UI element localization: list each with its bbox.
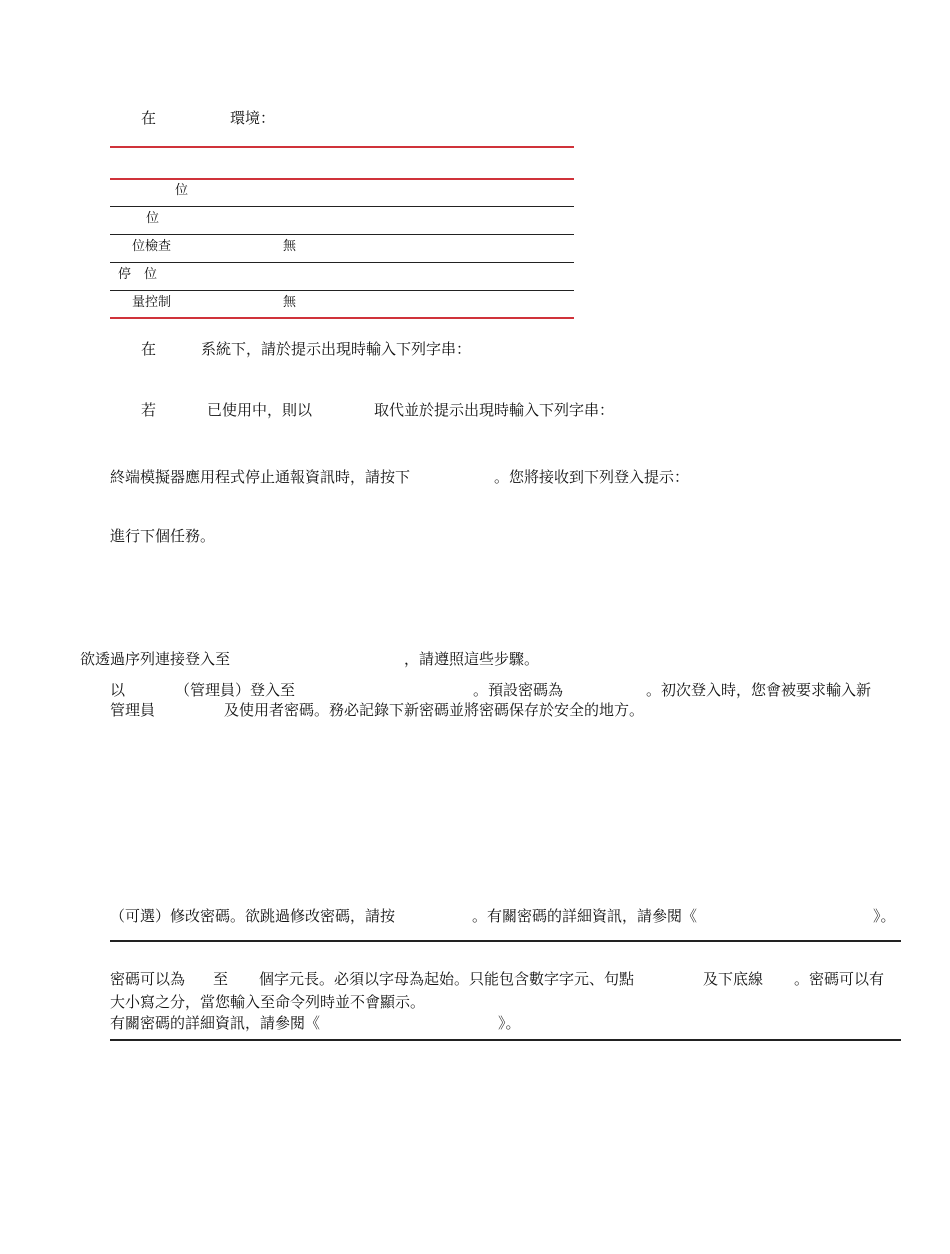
table-cell-setting: 位 bbox=[175, 183, 189, 198]
note-line3-a: 有關密碼的詳細資訊，請參閱《 bbox=[110, 1014, 321, 1032]
note-top-rule bbox=[110, 940, 901, 942]
inuse-line-c: 取代並於提示出現時輸入下列字串： bbox=[374, 401, 615, 419]
table-cell-setting: 量控制 bbox=[132, 295, 172, 310]
terminal-line-b: 。您將接收到下列登入提示： bbox=[494, 468, 690, 486]
note-line2: 大小寫之分，當您輸入至命令列時並不會顯示。 bbox=[110, 993, 426, 1011]
login-step-e: 管理員 bbox=[110, 701, 156, 719]
sys-line-a: 在 bbox=[141, 340, 157, 358]
login-step-d: 。初次登入時，您會被要求輸入新 bbox=[646, 681, 872, 699]
login-step-c: 。預設密碼為 bbox=[473, 681, 564, 699]
table-cell-setting: 位檢查 bbox=[132, 239, 172, 254]
env-intro-b: 環境： bbox=[230, 109, 276, 127]
note-line1-c: 個字元長。必須以字母為起始。只能包含數字字元、句點 bbox=[259, 970, 635, 988]
note-line1-d: 及下底線 bbox=[703, 970, 764, 988]
inuse-line-b: 已使用中，則以 bbox=[207, 401, 313, 419]
login-step-f: 及使用者密碼。務必記錄下新密碼並將密碼保存於安全的地方。 bbox=[224, 701, 645, 719]
note-line1-a: 密碼可以為 bbox=[110, 970, 186, 988]
optional-line-b: 。有關密碼的詳細資訊，請參閱《 bbox=[472, 907, 698, 925]
note-line3-b: 》。 bbox=[498, 1014, 521, 1032]
serial-intro-b: ，請遵照這些步驟。 bbox=[404, 650, 540, 668]
table-row-divider bbox=[110, 206, 574, 207]
sys-line-b: 系統下，請於提示出現時輸入下列字串： bbox=[201, 340, 472, 358]
table-row-divider bbox=[110, 234, 574, 235]
table-cell-value: 無 bbox=[283, 295, 297, 310]
inuse-line-a: 若 bbox=[141, 401, 157, 419]
note-line1-e: 。密碼可以有 bbox=[794, 970, 885, 988]
note-line1-b: 至 bbox=[213, 970, 229, 988]
table-top-rule bbox=[110, 146, 574, 148]
note-bottom-rule bbox=[110, 1039, 901, 1041]
next-task: 進行下個任務。 bbox=[110, 527, 216, 545]
login-step-b: （管理員）登入至 bbox=[175, 681, 296, 699]
table-row-divider bbox=[110, 290, 574, 291]
table-bottom-rule bbox=[110, 317, 574, 319]
table-row-divider bbox=[110, 262, 574, 263]
optional-line-c: 》。 bbox=[873, 907, 896, 925]
serial-intro-a: 欲透過序列連接登入至 bbox=[80, 650, 231, 668]
table-header-rule bbox=[110, 178, 574, 180]
terminal-line-a: 終端模擬器應用程式停止通報資訊時，請按下 bbox=[110, 468, 411, 486]
table-cell-setting: 位 bbox=[146, 211, 160, 226]
env-intro-a: 在 bbox=[141, 109, 157, 127]
table-cell-setting: 停 位 bbox=[118, 267, 158, 282]
login-step-a: 以 bbox=[110, 681, 126, 699]
table-cell-value: 無 bbox=[283, 239, 297, 254]
optional-line-a: （可選）修改密碼。欲跳過修改密碼，請按 bbox=[110, 907, 396, 925]
